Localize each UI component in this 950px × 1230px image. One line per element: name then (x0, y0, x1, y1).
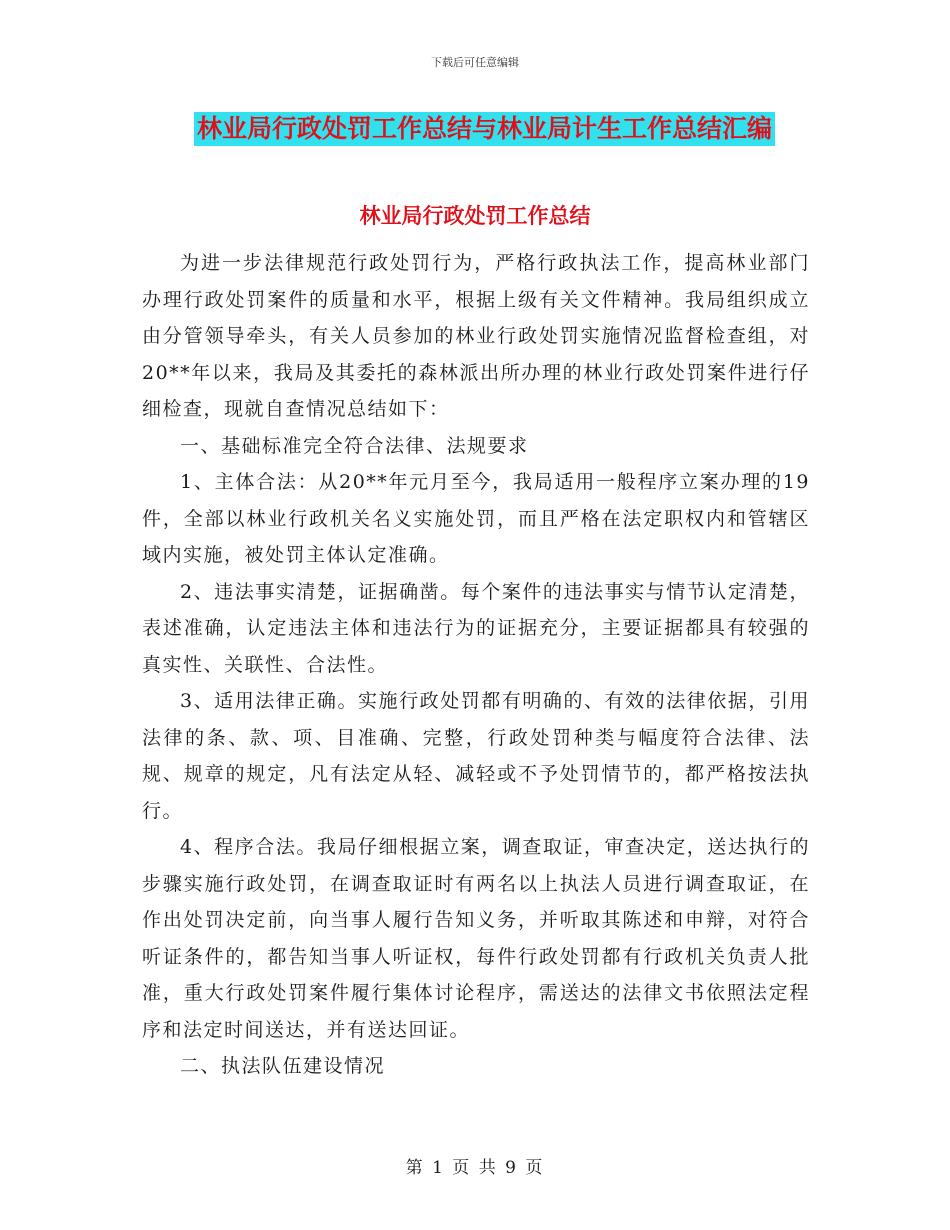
paragraph-item-4: 4、程序合法。我局仔细根据立案，调查取证，审查决定，送达执行的步骤实施行政处罚，在调查取证时有两名以上执法人员进行调查取证，在作出处罚决定前，向当事人履行告知义务，并听取其陈述和申辩，对符合听证条件的，都告知当事人听证权，每件行政处罚都有行政机关负责人批准，重大行政处罚案件履行集体讨论程序，需送达的法律文书依照法定程序和法定时间送达，并有送达回证。 (142, 836, 810, 1041)
paragraph-item-3: 3、适用法律正确。实施行政处罚都有明确的、有效的法律依据，引用法律的条、款、项、目准确、完整，行政处罚种类与幅度符合法律、法规、规章的规定，凡有法定从轻、减轻或不予处罚情节的，都严格按法执行。 (142, 690, 810, 822)
document-body (142, 245, 810, 1085)
document-main-title: 林业局行政处罚工作总结与林业局计生工作总结汇编 (194, 112, 775, 146)
paragraph-intro: 为进一步法律规范行政处罚行为，严格行政执法工作，提高林业部门办理行政处罚案件的质量和水平，根据上级有关文件精神。我局组织成立由分管领导牵头，有关人员参加的林业行政处罚实施情况监督检查组，对20**年以来，我局及其委托的森林派出所办理的林业行政处罚案件进行仔细检查，现就自查情况总结如下： (142, 252, 810, 420)
page-footer: 第 1 页 共 9 页 (405, 1158, 545, 1178)
header-note: 下载后可任意编辑 (431, 56, 519, 69)
heading-section-2: 二、执法队伍建设情况 (180, 1055, 386, 1077)
paragraph-item-2: 2、违法事实清楚，证据确凿。每个案件的违法事实与情节认定清楚，表述准确，认定违法主体和违法行为的证据充分，主要证据都具有较强的真实性、关联性、合法性。 (142, 580, 810, 676)
paragraph-item-1: 1、主体合法：从20**年元月至今，我局适用一般程序立案办理的19件，全部以林业行政机关名义实施处罚，而且严格在法定职权内和管辖区域内实施，被处罚主体认定准确。 (142, 471, 810, 566)
section-title: 林业局行政处罚工作总结 (359, 204, 591, 228)
heading-section-1: 一、基础标准完全符合法律、法规要求 (180, 434, 529, 457)
